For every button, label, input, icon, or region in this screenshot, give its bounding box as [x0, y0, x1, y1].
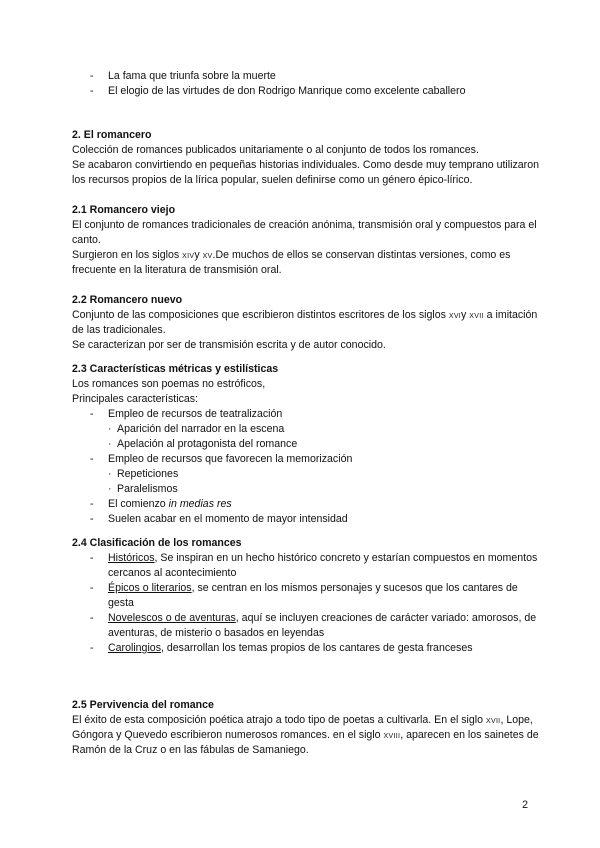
list-item: - El elogio de las virtudes de don Rodrigo Manrique como excelente caballero	[72, 84, 542, 99]
text-run: y	[461, 309, 470, 321]
section-title: 2. El romancero	[72, 129, 152, 141]
text-run: Conjunto de las composiciones que escribieron distintos escritores de los siglos	[72, 309, 449, 321]
sub-list-item: · Repeticiones	[108, 467, 542, 482]
section-title: 2.1 Romancero viejo	[72, 204, 176, 216]
emphasis-text: in medias res	[168, 498, 232, 510]
century-numeral: xvii	[486, 715, 501, 726]
century-numeral: xviii	[383, 730, 401, 741]
classification-text: , aquí se incluyen creaciones de carácter variado: amorosos, de aventuras, de misterio o basados en leyendas	[108, 612, 537, 639]
document-page	[72, 69, 542, 758]
paragraph	[72, 308, 542, 338]
section-pervivencia	[72, 698, 542, 758]
section-title: 2.3 Características métricas y estilísticas	[72, 363, 279, 375]
text-run: El éxito de esta composición poética atrajo a todo tipo de poetas a cultivarla. En el siglo	[72, 714, 486, 726]
section-title: 2.2 Romancero nuevo	[72, 294, 183, 306]
list-item	[72, 407, 542, 452]
sub-list-item: · Paralelismos	[108, 482, 542, 497]
intro-list	[72, 69, 542, 99]
paragraph: Principales características:	[72, 393, 198, 405]
section-title: 2.4 Clasificación de los romances	[72, 537, 242, 549]
section-romancero-viejo	[72, 203, 542, 278]
classification-text: , se centran en los mismos personajes y sucesos que los cantares de gesta	[108, 582, 518, 609]
sub-list-item: · Aparición del narrador en la escena	[108, 422, 542, 437]
list-item	[72, 641, 542, 656]
page-number: 2	[522, 799, 528, 811]
text-run: .De muchos de ellos se conservan distintas versiones, como es frecuente en la literatura de transmisión oral.	[72, 249, 511, 276]
classification-term: Épicos o literarios	[108, 582, 192, 594]
text-run: , aparecen en los sainetes de Ramón de la Cruz o en las fábulas de Samaniego.	[72, 729, 539, 756]
century-numeral: xiv	[182, 250, 195, 261]
list-item: - La fama que triunfa sobre la muerte	[72, 69, 542, 84]
classification-term: Históricos	[108, 552, 155, 564]
list-item	[72, 497, 542, 512]
list-item	[72, 551, 542, 581]
century-numeral: xv	[202, 250, 213, 261]
list-item: - Suelen acabar en el momento de mayor intensidad	[72, 512, 542, 527]
section-clasificacion	[72, 536, 542, 656]
classification-text: , Se inspiran en un hecho histórico concreto y estarían compuestos en momentos cercanos al acontecimiento	[108, 552, 538, 579]
paragraph: Se caracterizan por ser de transmisión escrita y de autor conocido.	[72, 339, 386, 351]
text-run: El comienzo	[108, 498, 169, 510]
paragraph: Colección de romances publicados unitariamente o al conjunto de todos los romances.	[72, 144, 479, 156]
characteristics-list	[72, 407, 542, 527]
classification-list	[72, 551, 542, 656]
sub-list-item: · Apelación al protagonista del romance	[108, 437, 542, 452]
classification-text: , desarrollan los temas propios de los cantares de gesta franceses	[161, 642, 473, 654]
text-run: a imitación de las tradicionales.	[72, 309, 538, 336]
century-numeral: xvii	[469, 310, 484, 321]
classification-term: Carolingios	[108, 642, 161, 654]
paragraph: Los romances son poemas no estróficos,	[72, 378, 266, 390]
list-item	[72, 611, 542, 641]
list-item-label: Empleo de recursos que favorecen la memorización	[108, 453, 353, 465]
paragraph: Se acabaron convirtiendo en pequeñas historias individuales. Como desde muy temprano utilizaron los recursos propios de la lírica popular, suelen definirse como un género épico-lírico.	[72, 159, 539, 186]
section-romancero	[72, 128, 542, 188]
text-run: Surgieron en los siglos	[72, 249, 183, 261]
paragraph: El conjunto de romances tradicionales de creación anónima, transmisión oral y compuestos para el canto.	[72, 219, 537, 246]
text-run: , Lope, Góngora y Quevedo escribieron numerosos romances. en el siglo	[72, 714, 533, 741]
text-run: y	[194, 249, 203, 261]
section-title: 2.5 Pervivencia del romance	[72, 699, 214, 711]
sub-list	[108, 422, 542, 452]
paragraph	[72, 248, 542, 278]
section-caracteristicas	[72, 362, 542, 527]
sub-list	[108, 467, 542, 497]
list-item	[72, 581, 542, 611]
section-romancero-nuevo	[72, 293, 542, 353]
century-numeral: xvi	[448, 310, 462, 321]
paragraph	[72, 713, 542, 758]
classification-term: Novelescos o de aventuras	[108, 612, 236, 624]
list-item	[72, 452, 542, 497]
list-item-label: Empleo de recursos de teatralización	[108, 408, 283, 420]
